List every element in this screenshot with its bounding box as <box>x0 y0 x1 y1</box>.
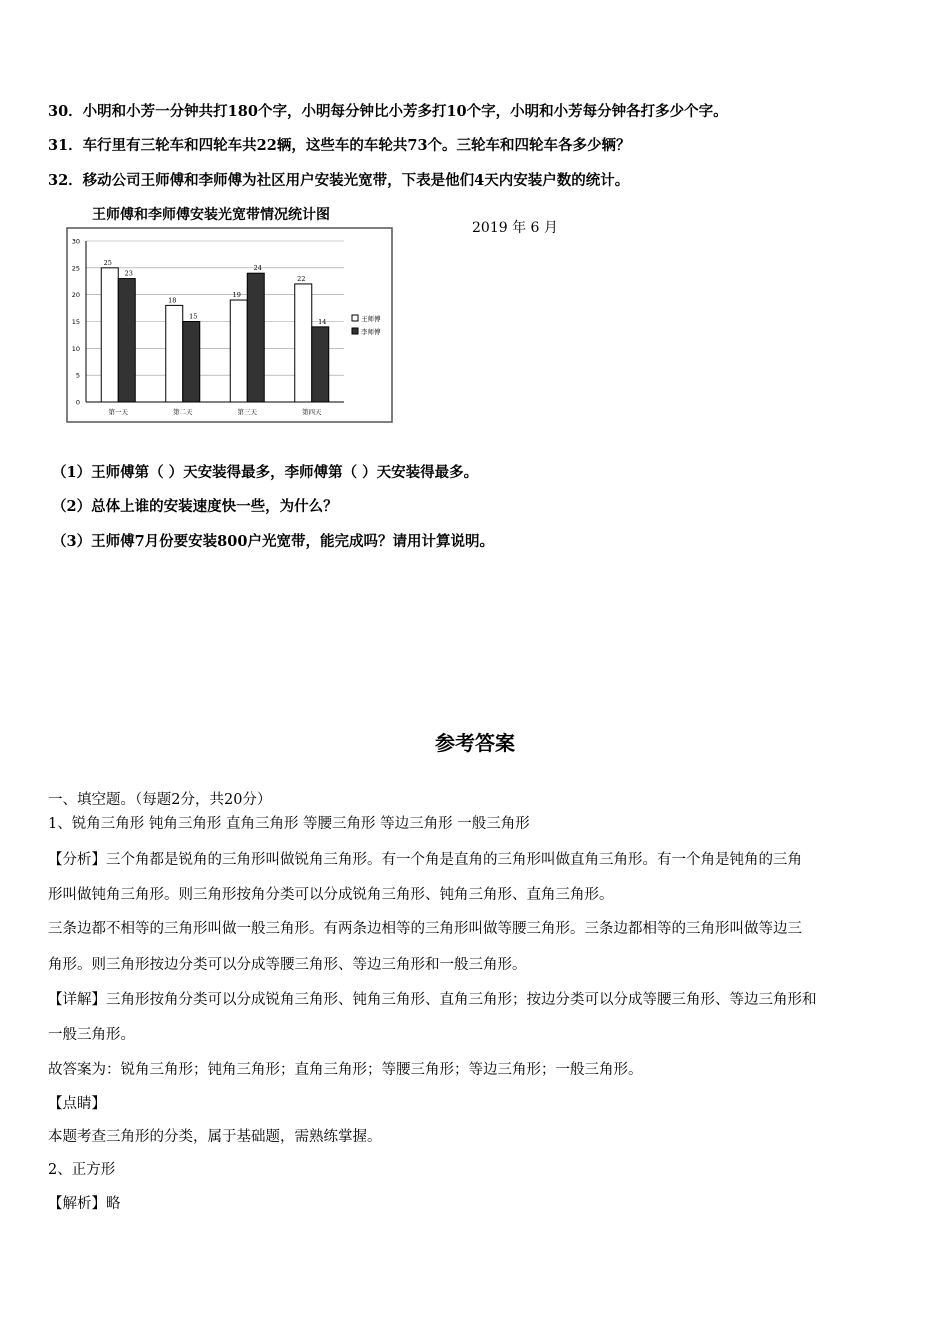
y-tick-label: 15 <box>71 318 80 326</box>
answer-2: 2、正方形 <box>48 1162 116 1178</box>
y-tick-label: 30 <box>71 237 80 246</box>
bar-li <box>312 327 329 402</box>
question-31: 31．车行里有三轮车和四轮车共22辆，这些车的车轮共73个。三轮车和四轮车各多少辆？ <box>48 137 631 154</box>
analysis-line-2: 形叫做钝角三角形。则三角形按角分类可以分成锐角三角形、钝角三角形、直角三角形。 <box>48 887 614 903</box>
sub-question-3: （3）王师傅7月份要安装800户光宽带，能完成吗？请用计算说明。 <box>52 533 494 550</box>
bar-wang <box>295 284 312 402</box>
answer-summary: 故答案为：锐角三角形；钝角三角形；直角三角形；等腰三角形；等边三角形；一般三角形。 <box>48 1062 643 1078</box>
bar-li <box>247 273 264 402</box>
y-tick-label: 0 <box>75 398 80 407</box>
bar-value-label: 18 <box>168 296 177 305</box>
legend-swatch-li <box>352 328 358 334</box>
sub-question-2: （2）总体上谁的安装速度快一些，为什么？ <box>52 498 338 515</box>
detail-line-2: 一般三角形。 <box>48 1027 135 1043</box>
analysis-line-3: 三条边都不相等的三角形叫做一般三角形。有两条边相等的三角形叫做等腰三角形。三条边都相等的三角形叫做等边三 <box>48 921 802 937</box>
y-tick-label: 25 <box>71 264 80 273</box>
x-tick-label: 第二天 <box>173 408 193 416</box>
chart-date: 2019 年 6 月 <box>472 220 558 236</box>
legend-label-wang: 王师傅 <box>361 315 381 323</box>
section-heading: 一、填空题。（每题2分，共20分） <box>48 792 272 808</box>
analysis-line-4: 角形。则三角形按边分类可以分成等腰三角形、等边三角形和一般三角形。 <box>48 957 527 973</box>
y-tick-label: 10 <box>71 344 80 353</box>
bar-value-label: 15 <box>189 312 198 321</box>
bar-wang <box>166 305 183 402</box>
y-tick-label: 5 <box>75 371 80 380</box>
x-tick-label: 第一天 <box>108 408 128 416</box>
bar-chart <box>66 227 396 425</box>
legend-swatch-wang <box>352 315 358 321</box>
question-30: 30．小明和小芳一分钟共打180个字，小明每分钟比小芳多打10个字，小明和小芳每分钟各打多少个字。 <box>48 103 728 120</box>
answers-heading: 参考答案 <box>435 731 515 755</box>
bar-value-label: 24 <box>253 264 262 273</box>
bar-value-label: 25 <box>103 258 112 267</box>
comment-label: 【点睛】 <box>48 1096 106 1112</box>
bar-value-label: 19 <box>232 291 241 300</box>
question-32: 32．移动公司王师傅和李师傅为社区用户安装光宽带，下表是他们4天内安装户数的统计。 <box>48 172 630 189</box>
x-tick-label: 第三天 <box>237 408 257 416</box>
answer-1: 1、锐角三角形 钝角三角形 直角三角形 等腰三角形 等边三角形 一般三角形 <box>48 816 530 832</box>
detail-line-1: 【详解】三角形按角分类可以分成锐角三角形、钝角三角形、直角三角形；按边分类可以分成等腰三角形、等边三角形和 <box>48 992 817 1008</box>
comment-text: 本题考查三角形的分类，属于基础题，需熟练掌握。 <box>48 1129 382 1145</box>
bar-li <box>183 322 200 403</box>
sub-question-1: （1）王师傅第（ ）天安装得最多，李师傅第（ ）天安装得最多。 <box>52 464 479 481</box>
analysis-line-1: 【分析】三个角都是锐角的三角形叫做锐角三角形。有一个角是直角的三角形叫做直角三角形。有一个角是钝角的三角 <box>48 852 802 868</box>
bar-wang <box>230 300 247 402</box>
bar-li <box>118 279 135 402</box>
answer-2-analysis: 【解析】略 <box>48 1196 121 1212</box>
bar-value-label: 14 <box>318 317 327 326</box>
bar-wang <box>101 268 118 402</box>
chart-title: 王师傅和李师傅安装光宽带情况统计图 <box>92 207 330 223</box>
y-tick-label: 20 <box>71 291 80 300</box>
bar-value-label: 23 <box>124 269 133 278</box>
legend-label-li: 李师傅 <box>361 328 381 336</box>
x-tick-label: 第四天 <box>302 408 322 416</box>
bar-value-label: 22 <box>297 274 306 283</box>
